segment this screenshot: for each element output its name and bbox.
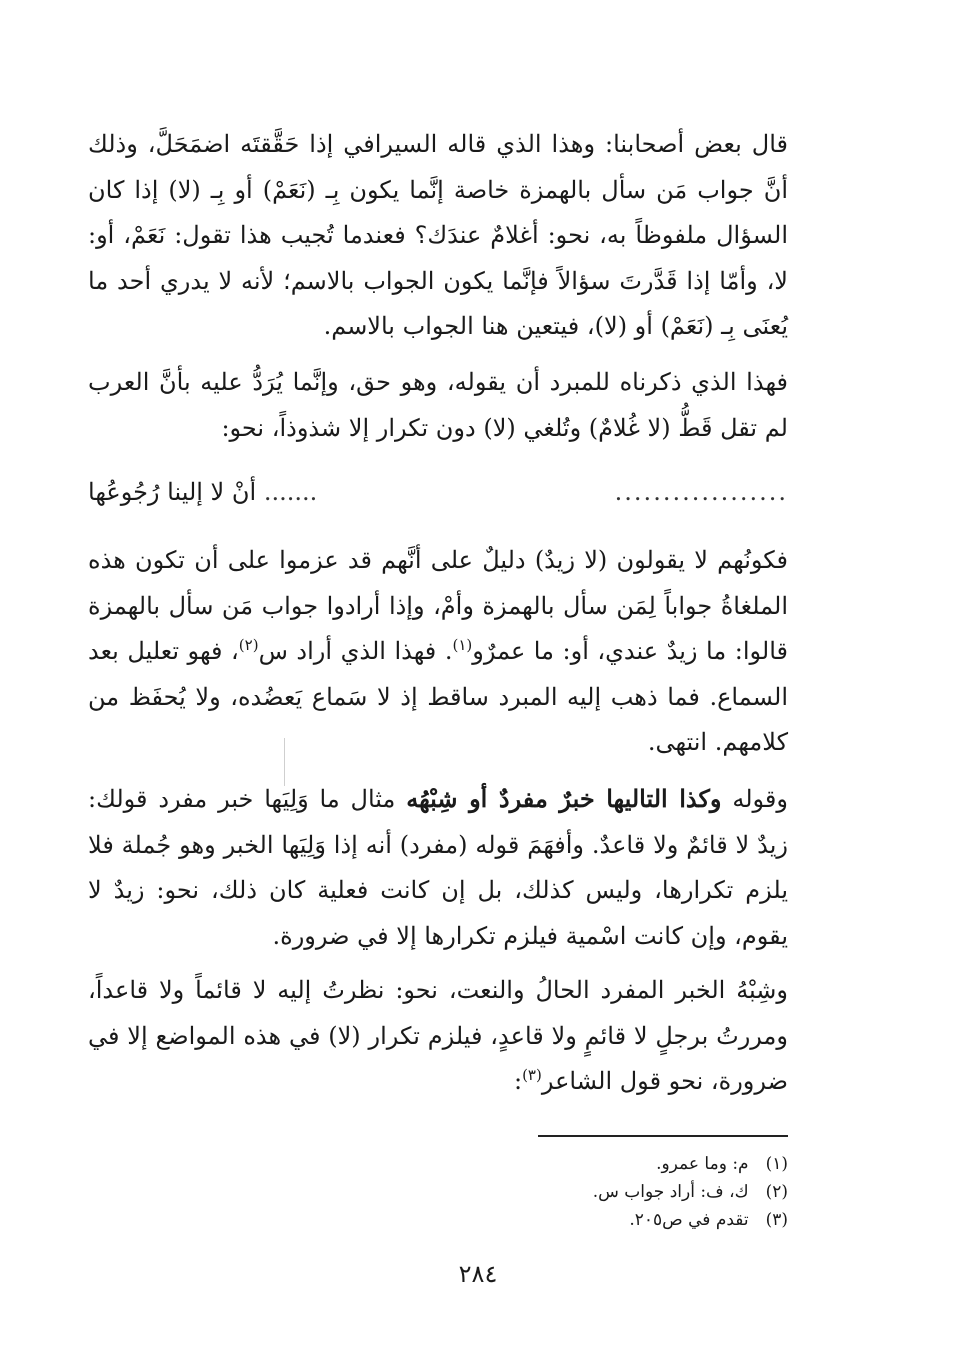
verse-text: أنْ لا إلينا رُجُوعُها: [88, 478, 257, 506]
footnote-number: (٣): [765, 1210, 788, 1230]
verse-fragment: [88, 470, 317, 516]
footnotes: [400, 1150, 788, 1234]
paragraph-5: [88, 968, 788, 1105]
footnote-3: [400, 1206, 788, 1234]
verse-line: [88, 470, 788, 516]
paragraph-4: [88, 776, 788, 959]
paragraph-text-part: وشِبْهُ الخبر المفرد الحالُ والنعت، نحو: نظرتُ إليه لا قائماً ولا قاعداً، ومررتُ برجلٍ لا قائمٍ ولا قاعدٍ، فيلزم تكرار (لا) في هذه المواضع إلا في ضرورة، نحو قول الشاعر: [88, 976, 788, 1095]
paragraph-end: :: [513, 1067, 523, 1095]
verse-dots-left: .......: [263, 478, 318, 506]
footnote-ref-1[interactable]: (١): [452, 636, 473, 654]
paragraph-text-part: فكونُهم لا يقولون (لا زيدٌ) دليلٌ على أنَّهم قد عزموا على أن تكون هذه الملغاةُ جواباً لِمَن سأل بالهمزة وأمْ، وإذا أرادوا جواب مَن سأل بالهمزة قالوا: ما زيدٌ عندي، أو: ما عمرٌو: [88, 546, 789, 665]
footnote-separator: [538, 1135, 788, 1137]
footnote-ref-2[interactable]: (٢): [238, 636, 259, 654]
paragraph-text-part: ، فهو تعليل بعد السماع. فما ذهب إليه المبرد ساقط إذ لا سَماع يَعضُده، ولا يُحفَظ من كلامهم. انتهى.: [88, 637, 788, 756]
paragraph-text: [88, 968, 788, 1105]
quoted-text-bold: وكذا التاليها خبرٌ مفردٌ أو شِبْهُه: [406, 784, 722, 813]
paragraph-text: قال بعض أصحابنا: وهذا الذي قاله السيرافي إذا حَقَّقتَه اضمَحَلَّ، وذلك أنَّ جواب مَن سأل بالهمزة خاصة إنَّما يكون بِـ (نَعَمْ) أو بِـ (لا) إذا كان السؤال ملفوظاً به، نحو: أغلامٌ عندَك؟ فعندما تُجيب هذا تقول: نَعَمْ، أو: لا، وأمّا إذا قَدَّرتَ سؤالاً فإنَّما يكون الجواب بالاسم؛ لأنه لا يدري أحد ما يُعنَى بِـ (نَعَمْ) أو (لا)، فيتعين هنا الجواب بالاسم.: [88, 130, 788, 340]
footnote-text: ك، ف: أراد جواب س.: [592, 1182, 749, 1202]
paragraph-1: [88, 122, 788, 350]
footnote-text: م: وما عمرو.: [656, 1154, 749, 1174]
footnote-number: (١): [765, 1154, 788, 1174]
footnote-text: تقدم في ص٢٠٥.: [629, 1210, 749, 1230]
paragraph-3: [88, 538, 788, 766]
footnote-1: [400, 1150, 788, 1178]
paragraph-text: [88, 776, 788, 959]
paragraph-2: [88, 360, 788, 451]
verse-dots-right: ..................: [614, 478, 788, 506]
paragraph-lead: وقوله: [721, 785, 788, 813]
footnote-number: (٢): [765, 1182, 788, 1202]
page-number: ٢٨٤: [458, 1260, 498, 1288]
paragraph-text: فهذا الذي ذكرناه للمبرد أن يقوله، وهو حق، وإنَّما يُرَدُّ عليه بأنَّ العرب لم تقل قَطُّ (لا غُلامٌ) وتُلغي (لا) دون تكرار إلا شذوذاً، نحو:: [88, 368, 788, 442]
footnote-ref-3[interactable]: (٣): [522, 1066, 542, 1084]
footnote-2: [400, 1178, 788, 1206]
paragraph-text-part: مثال ما وَلِيَها خبر مفرد قولك: زيدٌ لا قائمٌ ولا قاعدٌ. وأفهَمَ قوله (مفرد) أنه إذا وَلِيَها الخبر وهو جُملة فلا يلزم تكرارها، وليس كذلك، بل إن كانت فعلية كان ذلك، نحو: زيدٌ لا يقوم، وإن كانت اسْمية فيلزم تكرارها إلا في ضرورة.: [88, 785, 788, 950]
paragraph-text-part: . فهذا الذي أراد س: [258, 637, 453, 665]
paragraph-text: [88, 538, 788, 766]
